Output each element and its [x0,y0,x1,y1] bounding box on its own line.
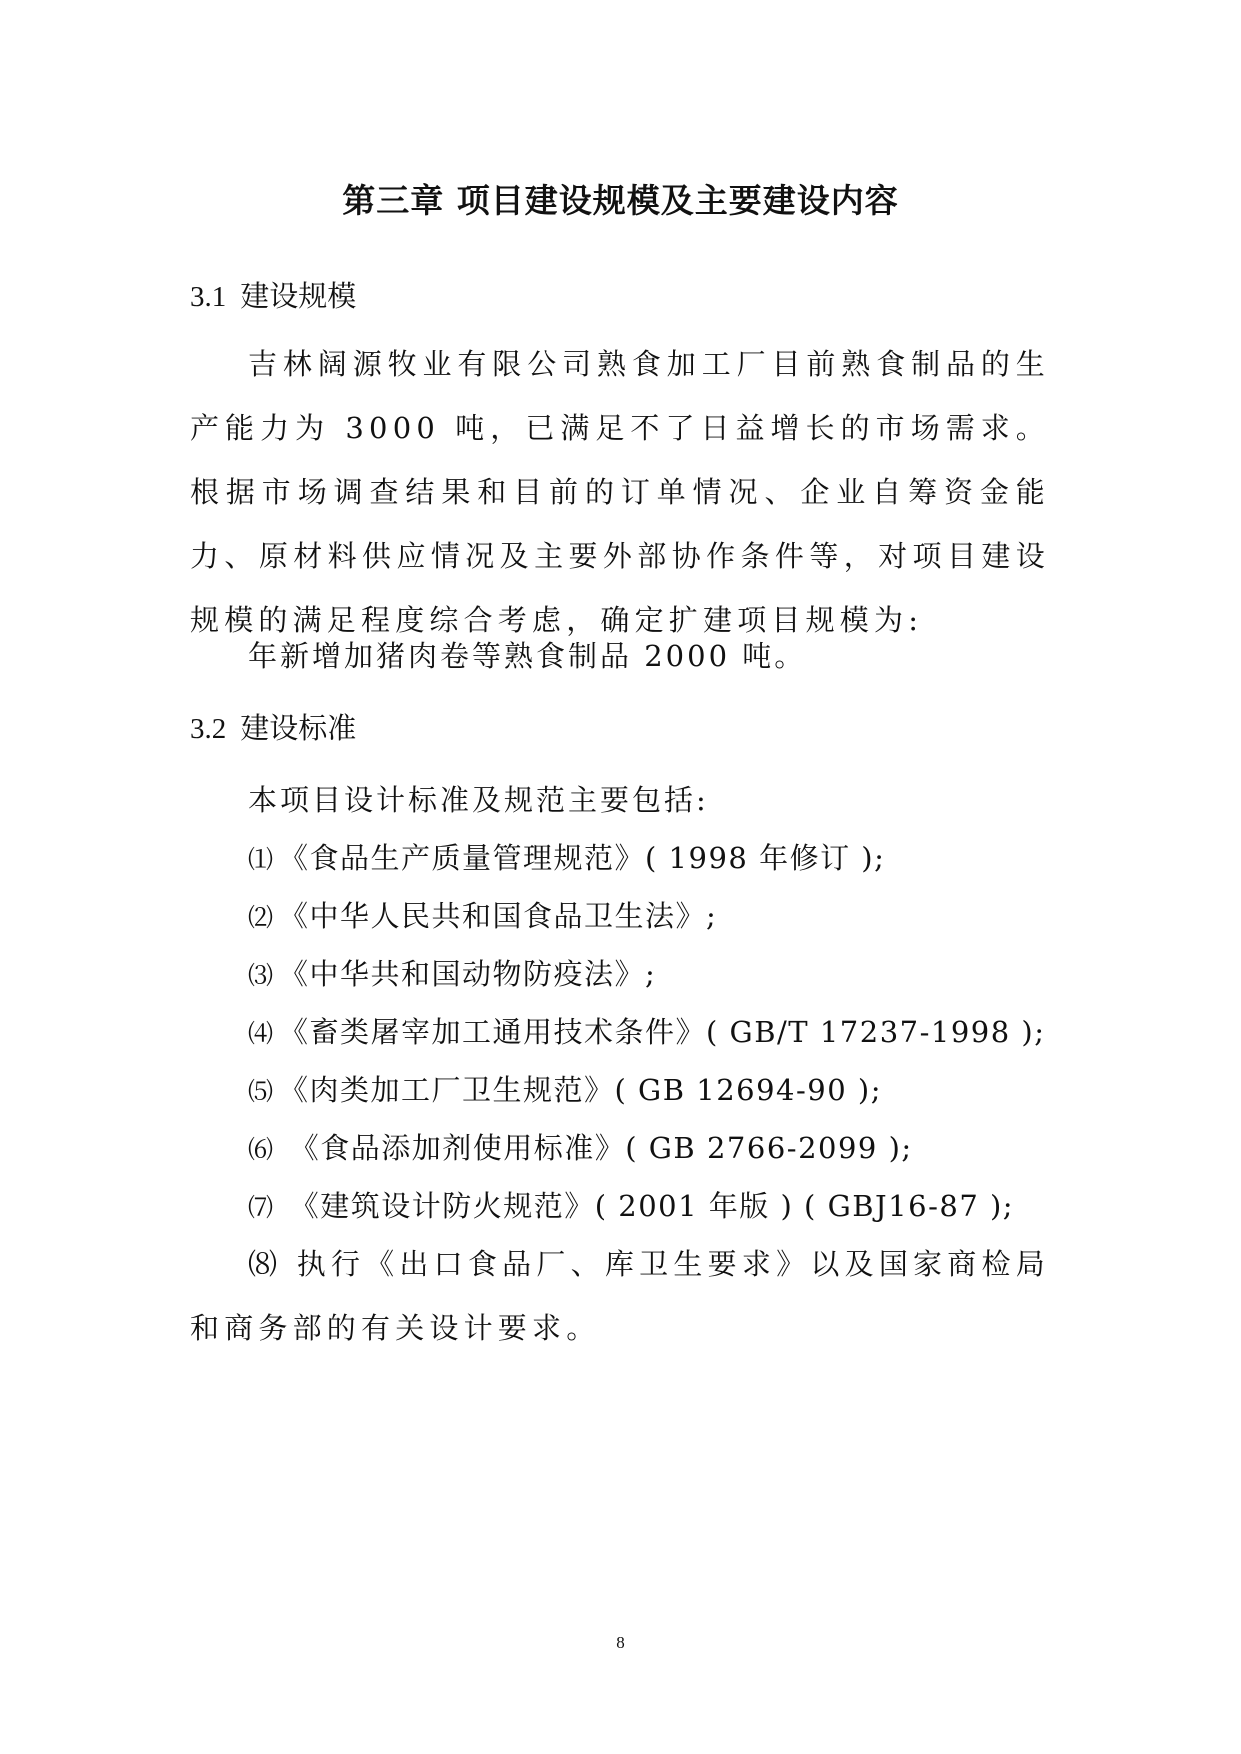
section-number: 3.2 [190,713,227,745]
standards-intro: 本项目设计标准及规范主要包括: [248,783,709,817]
section-heading-3-2 [190,708,356,749]
standard-item [248,896,717,938]
standard-item [248,1128,913,1170]
item-text: 《食品生产质量管理规范》( 1998 年修订 ); [279,841,886,875]
item-marker: ⑵ [248,903,274,932]
standard-item [248,1186,1014,1228]
section-title: 建设标准 [240,711,357,745]
chapter-title: 第三章 项目建设规模及主要建设内容 [342,181,899,220]
item-text: 《建筑设计防火规范》( 2001 年版 ) ( GBJ16-87 ); [279,1189,1015,1223]
item-marker: ⑷ [248,1019,274,1048]
item-text: 《畜类屠宰加工通用技术条件》( GB/T 17237-1998 ); [279,1015,1046,1049]
page-number: 8 [616,1633,625,1652]
item-text: 《食品添加剂使用标准》( GB 2766-2099 ); [279,1131,913,1165]
section-heading-3-1 [190,276,356,317]
standard-item [248,838,885,880]
standard-item [248,1012,1046,1054]
section-number: 3.1 [190,281,227,313]
section-title: 建设规模 [240,279,357,313]
item-text: 《中华人民共和国食品卫生法》; [279,899,718,933]
item-marker: ⑴ [248,845,274,874]
standard-item [248,1070,882,1112]
item-marker: ⑺ [248,1193,274,1222]
item-marker: ⑹ [248,1135,274,1164]
item-text: 《肉类加工厂卫生规范》( GB 12694-90 ); [279,1073,882,1107]
scale-statement: 年新增加猪肉卷等熟食制品 2000 吨。 [248,639,807,673]
standard-item [248,954,656,996]
standard-item-last: ⑻ 执行《出口食品厂、库卫生要求》以及国家商检局和商务部的有关设计要求。 [190,1247,1050,1345]
scale-paragraph: 吉林阔源牧业有限公司熟食加工厂目前熟食制品的生产能力为 3000 吨，已满足不了日益增长的市场需求。根据市场调查结果和目前的订单情况、企业自筹资金能力、原材料供应情况及主要外部协作条件等，对项目建设规模的满足程度综合考虑，确定扩建项目规模为: [190,347,1050,637]
item-marker: ⑸ [248,1077,274,1106]
item-marker: ⑶ [248,961,274,990]
item-text: 《中华共和国动物防疫法》; [279,957,657,991]
